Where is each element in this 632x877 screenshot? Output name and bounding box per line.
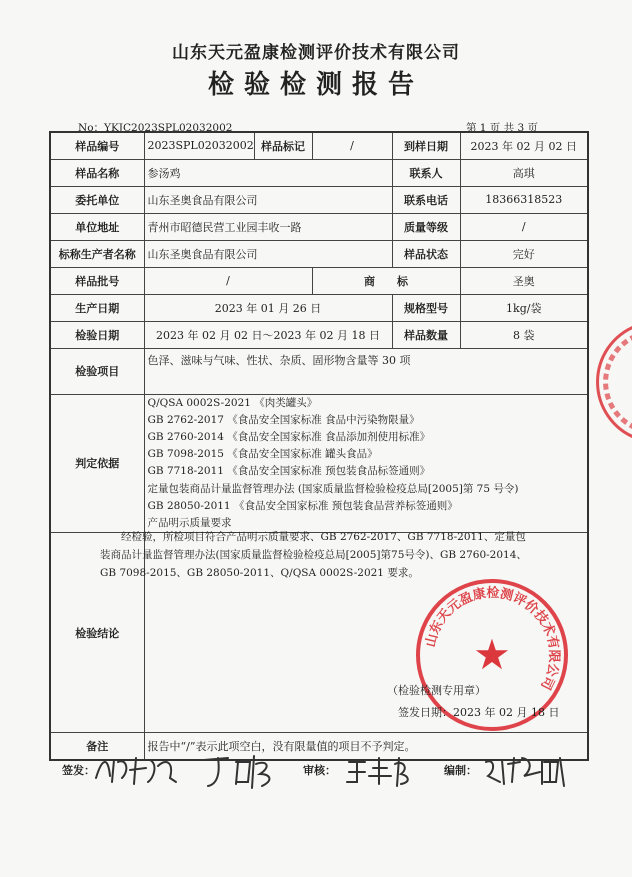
client-label: 委托单位 xyxy=(50,186,144,213)
seal-note: （检验检测专用章） xyxy=(387,684,486,697)
batch-no-label: 样品批号 xyxy=(50,267,144,294)
manufacturer-value: 山东圣奥食品有限公司 xyxy=(144,240,392,267)
conclusion-text: 经检验，所检项目符合产品明示质量要求、GB 2762-2017、GB 7718-2011、定量包装商品计量监督管理办法(国家质量监督检验检疫总局[2005]第75号令)、GB 2760-2014、GB 7098-2015、GB 28050-2011、Q/QSA 0002S-2021 要求。 xyxy=(100,531,527,579)
test-date-label: 检验日期 xyxy=(50,321,144,348)
basis-item: GB 7098-2015 《食品安全国家标准 罐头食品》 xyxy=(147,448,378,461)
spec-value: 1kg/袋 xyxy=(460,294,588,321)
basis-item: GB 2762-2017 《食品安全国家标准 食品中污染物限量》 xyxy=(147,413,420,426)
manufacturer-label: 标称生产者名称 xyxy=(50,240,144,267)
table-row xyxy=(50,240,588,267)
basis-list xyxy=(144,394,588,533)
sample-qty-label: 样品数量 xyxy=(392,321,460,348)
test-items-label: 检验项目 xyxy=(50,348,144,394)
sample-qty-value: 8 袋 xyxy=(460,321,588,348)
edge-seal-fragment xyxy=(596,322,632,442)
sample-no-label: 样品编号 xyxy=(50,132,144,159)
quality-grade-label: 质量等级 xyxy=(392,213,460,240)
table-row xyxy=(50,294,588,321)
sample-mark-label: 样品标记 xyxy=(254,132,312,159)
contact-value: 高琪 xyxy=(460,159,588,186)
sample-name-value: 参汤鸡 xyxy=(144,159,392,186)
report-number-value: YKJC2023SPL02032002 xyxy=(104,122,233,134)
basis-item: GB 28050-2011 《食品安全国家标准 预包装食品营养标签通则》 xyxy=(147,499,458,512)
trademark-value: 圣奥 xyxy=(460,267,588,294)
trademark-label: 商 标 xyxy=(312,267,460,294)
client-value: 山东圣奥食品有限公司 xyxy=(144,186,392,213)
production-date-label: 生产日期 xyxy=(50,294,144,321)
contact-label: 联系人 xyxy=(392,159,460,186)
table-row xyxy=(50,132,588,159)
reviewer-label: 审核： xyxy=(303,764,336,777)
remarks-value: 报告中“/”表示此项空白，没有限量值的项目不予判定。 xyxy=(144,733,588,760)
quality-grade-value: / xyxy=(460,213,588,240)
batch-no-value: / xyxy=(144,267,312,294)
phone-label: 联系电话 xyxy=(392,186,460,213)
page-indicator: 第 1 页 共 3 页 xyxy=(465,122,538,134)
organization-name: 山东天元盈康检测评价技术有限公司 xyxy=(172,43,460,63)
production-date-value: 2023 年 01 月 26 日 xyxy=(144,294,392,321)
table-row xyxy=(50,321,588,348)
test-date-value: 2023 年 02 月 02 日～2023 年 02 月 18 日 xyxy=(144,321,392,348)
basis-item: GB 7718-2011 《食品安全国家标准 预包装食品标签通则》 xyxy=(147,465,431,478)
basis-label: 判定依据 xyxy=(50,394,144,533)
table-row xyxy=(50,186,588,213)
table-row xyxy=(50,348,588,394)
table-row xyxy=(50,267,588,294)
arrival-date-value: 2023 年 02 月 02 日 xyxy=(460,132,588,159)
conclusion-label: 检验结论 xyxy=(50,533,144,733)
sample-mark-value: / xyxy=(312,132,392,159)
approver-signature-2 xyxy=(200,748,280,792)
address-value: 青州市昭德民营工业园丰收一路 xyxy=(144,213,392,240)
basis-item: GB 2760-2014 《食品安全国家标准 食品添加剂使用标准》 xyxy=(147,430,431,443)
table-row xyxy=(50,213,588,240)
seal-text: 山东天元盈康检测评价技术有限公司 xyxy=(423,585,562,692)
compiler-label: 编制： xyxy=(444,764,477,777)
approver-label: 签发： xyxy=(62,764,95,777)
sample-state-value: 完好 xyxy=(460,240,588,267)
remarks-label: 备注 xyxy=(50,733,144,760)
table-row xyxy=(50,394,588,533)
sample-no-value: 2023SPL02032002 xyxy=(144,132,254,159)
basis-item: 产品明示质量要求 xyxy=(147,516,232,529)
basis-item: 定量包装商品计量监督管理办法 (国家质量监督检验检疫总局[2005]第 75 号令) xyxy=(147,482,519,495)
report-number-label: No： xyxy=(78,122,105,134)
compiler-signature xyxy=(482,752,572,788)
test-items-value: 色泽、滋味与气味、性状、杂质、固形物含量等 30 项 xyxy=(144,348,588,394)
sample-name-label: 样品名称 xyxy=(50,159,144,186)
issue-date: 签发日期：2023 年 02 月 18 日 xyxy=(398,706,560,719)
spec-label: 规格型号 xyxy=(392,294,460,321)
reviewer-signature xyxy=(345,754,415,788)
arrival-date-label: 到样日期 xyxy=(392,132,460,159)
address-label: 单位地址 xyxy=(50,213,144,240)
report-title: 检验检测报告 xyxy=(207,70,424,100)
basis-item: Q/QSA 0002S-2021 《肉类罐头》 xyxy=(147,396,318,409)
table-row xyxy=(50,159,588,186)
sample-state-label: 样品状态 xyxy=(392,240,460,267)
seal-star-icon: ★ xyxy=(473,630,511,679)
approver-signature-1 xyxy=(92,748,182,788)
phone-value: 18366318523 xyxy=(460,186,588,213)
